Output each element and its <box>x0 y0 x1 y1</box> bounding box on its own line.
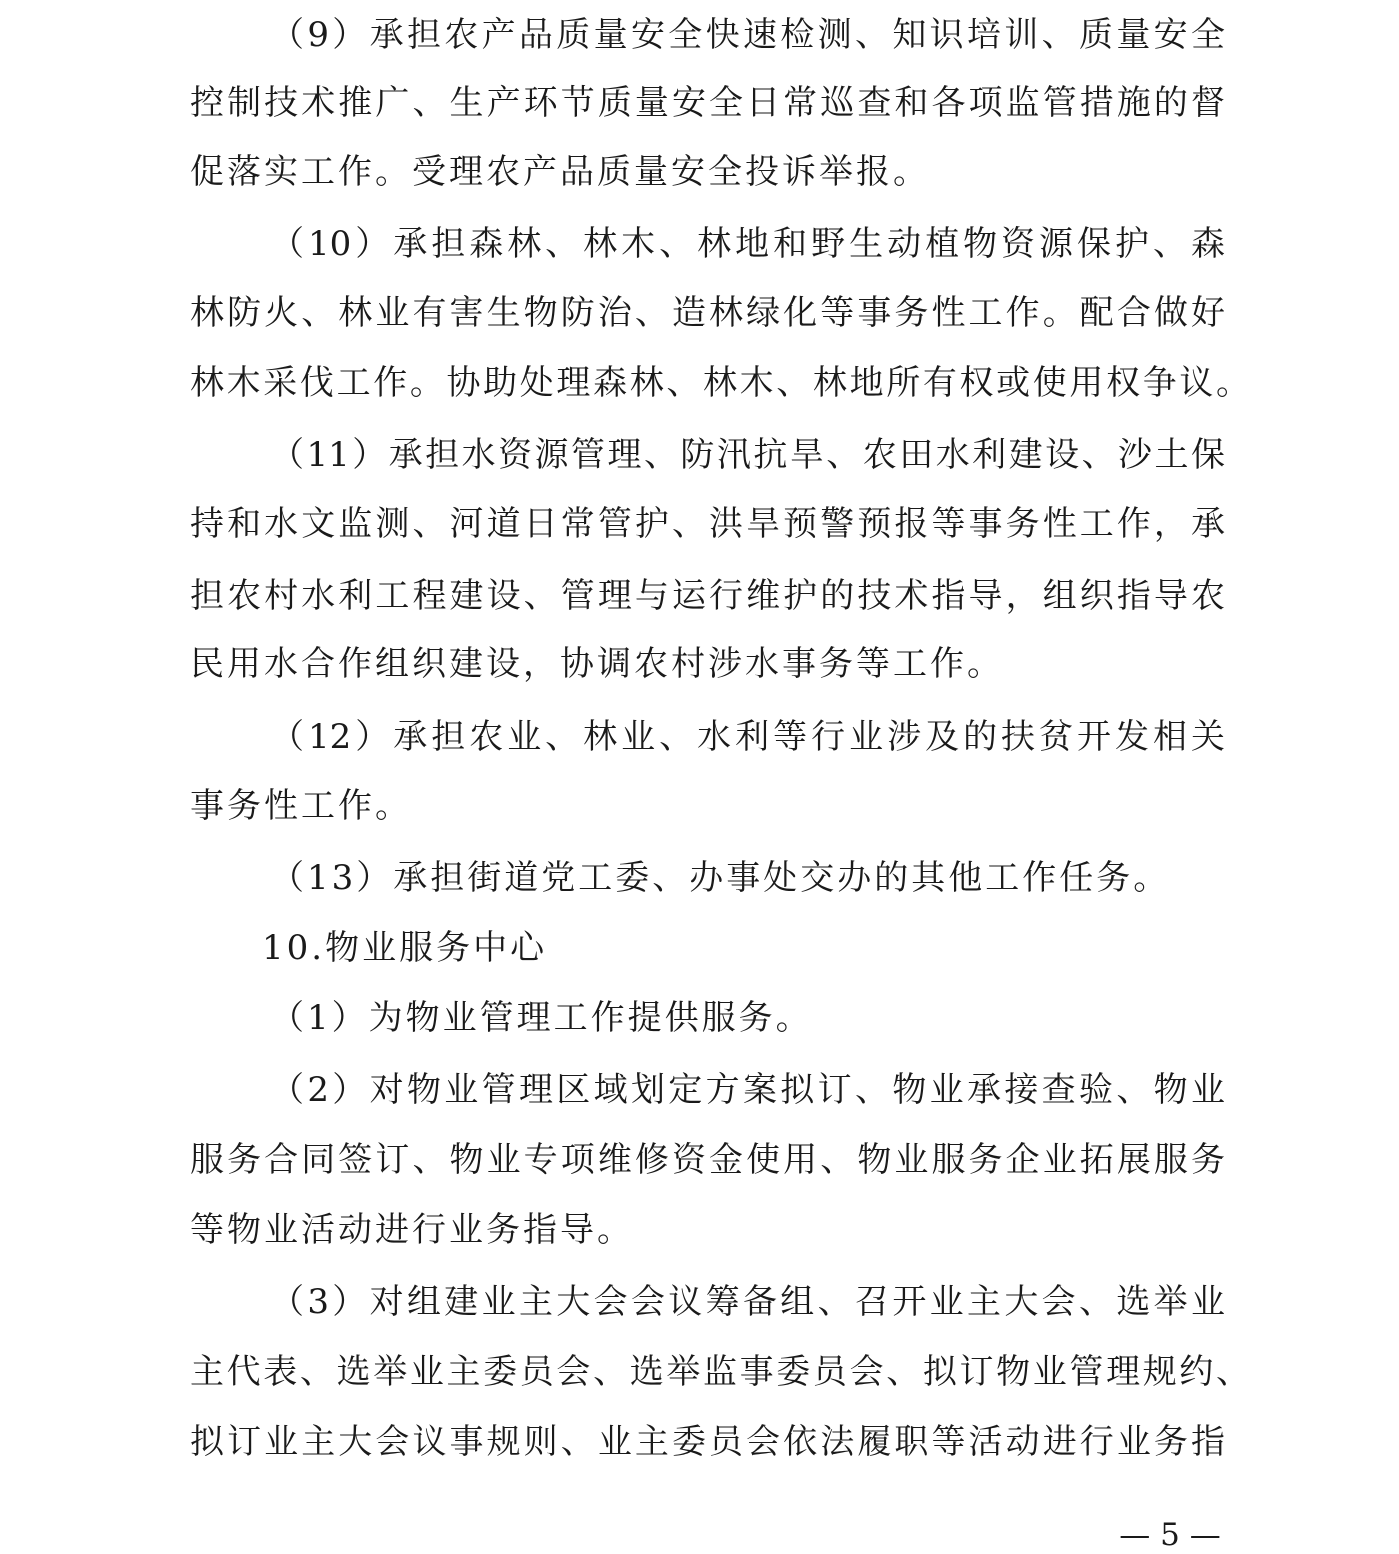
paragraph-line: 主代表、选举业主委员会、选举监事委员会、拟订物业管理规约、 <box>190 1352 1250 1392</box>
paragraph-line: 担农村水利工程建设、管理与运行维护的技术指导，组织指导农 <box>190 576 1225 616</box>
section-heading-text: 10.物业服务中心 <box>262 928 548 968</box>
paragraph-line: （12）承担农业、林业、水利等行业涉及的扶贫开发相关 <box>270 717 1225 757</box>
paragraph-line: （3）对组建业主大会会议筹备组、召开业主大会、选举业 <box>270 1282 1225 1322</box>
paragraph-line: （2）对物业管理区域划定方案拟订、物业承接查验、物业 <box>270 1070 1225 1110</box>
paragraph-line: 服务合同签订、物业专项维修资金使用、物业服务企业拓展服务 <box>190 1140 1225 1180</box>
paragraph-line: 事务性工作。 <box>190 786 412 826</box>
paragraph-line: 林防火、林业有害生物防治、造林绿化等事务性工作。配合做好 <box>190 293 1225 333</box>
paragraph-line: （11）承担水资源管理、防汛抗旱、农田水利建设、沙土保 <box>270 435 1225 475</box>
paragraph-line: 林木采伐工作。协助处理森林、林木、林地所有权或使用权争议。 <box>190 363 1250 403</box>
paragraph-line: （1）为物业管理工作提供服务。 <box>270 998 813 1038</box>
paragraph-line: （10）承担森林、林木、林地和野生动植物资源保护、森 <box>270 224 1225 264</box>
paragraph-line: （13）承担街道党工委、办事处交办的其他工作任务。 <box>270 858 1171 898</box>
paragraph-line: 促落实工作。受理农产品质量安全投诉举报。 <box>190 152 930 192</box>
paragraph-line: （9）承担农产品质量安全快速检测、知识培训、质量安全 <box>270 15 1225 55</box>
paragraph-line: 持和水文监测、河道日常管护、洪旱预警预报等事务性工作，承 <box>190 504 1225 544</box>
paragraph-line: 等物业活动进行业务指导。 <box>190 1210 634 1250</box>
paragraph-line: 民用水合作组织建设，协调农村涉水事务等工作。 <box>190 644 1004 684</box>
paragraph-line: 拟订业主大会议事规则、业主委员会依法履职等活动进行业务指 <box>190 1422 1225 1462</box>
paragraph-line: 控制技术推广、生产环节质量安全日常巡查和各项监管措施的督 <box>190 83 1225 123</box>
page-number: — 5 — <box>1119 1517 1221 1553</box>
